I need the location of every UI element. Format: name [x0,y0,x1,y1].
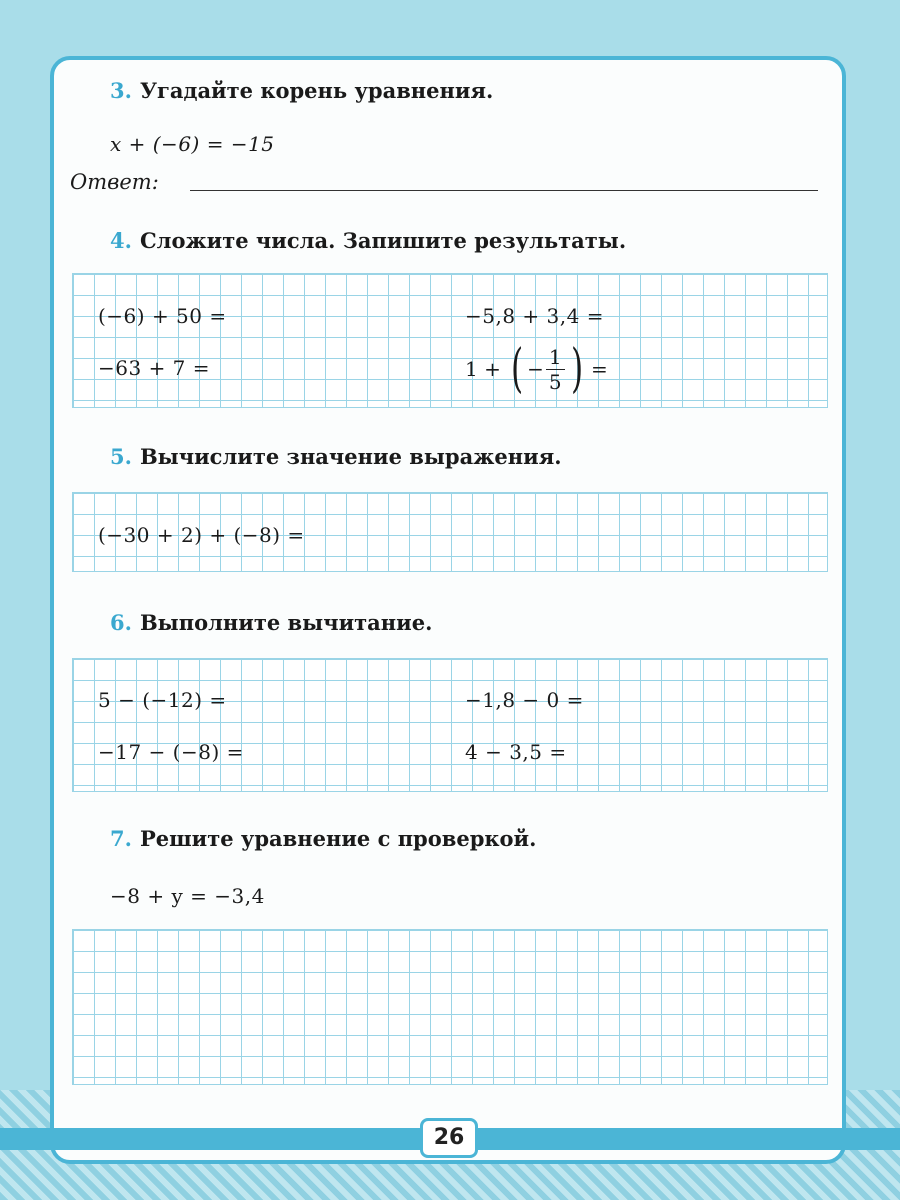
task-7-equation: −8 + y = −3,4 [110,884,265,908]
task-6-number: 6. [110,610,132,635]
task-6-expr-3: −17 − (−8) = [98,740,244,764]
answer-line[interactable] [190,190,818,191]
task-4-title [110,228,626,253]
left-paren: ( [510,339,524,399]
task-6-expr-1: 5 − (−12) = [98,688,227,712]
fraction-denominator: 5 [548,369,562,394]
task-7-number: 7. [110,826,132,851]
answer-label: Ответ: [70,170,159,194]
fraction-numerator: 1 [546,345,565,370]
right-paren: ) [570,339,583,399]
task-5-text: Вычислите значение выражения. [139,444,562,469]
task-5-number: 5. [110,444,132,469]
task-6-expr-2: −1,8 − 0 = [465,688,584,712]
task-5-expr-1: (−30 + 2) + (−8) = [98,523,305,547]
task-5-title [110,444,562,469]
task-4-expr-2: −5,8 + 3,4 = [465,304,604,328]
task-3-equation: x + (−6) = −15 [110,132,275,156]
task-6-expr-4: 4 − 3,5 = [465,740,567,764]
task-3-title [110,78,493,103]
fraction [546,345,565,394]
task-4-expr-4 [465,340,608,398]
task-7-grid[interactable] [72,929,828,1085]
task-4-expr-4-sign: − [527,357,544,381]
task-3-text: Угадайте корень уравнения. [139,78,494,103]
task-6-title [110,610,432,635]
task-7-title [110,826,536,851]
task-4-expr-4-prefix: 1 + [465,357,501,381]
task-4-expr-4-equals: = [590,357,608,381]
task-4-grid[interactable] [72,273,828,408]
task-3-number: 3. [110,78,132,103]
page-number: 26 [420,1118,478,1158]
task-4-expr-3: −63 + 7 = [98,356,211,380]
task-7-text: Решите уравнение с проверкой. [139,826,537,851]
task-6-text: Выполните вычитание. [139,610,433,635]
task-4-expr-1: (−6) + 50 = [98,304,227,328]
task-4-number: 4. [110,228,132,253]
task-4-text: Сложите числа. Запишите результаты. [139,228,627,253]
task-6-grid[interactable] [72,658,828,792]
